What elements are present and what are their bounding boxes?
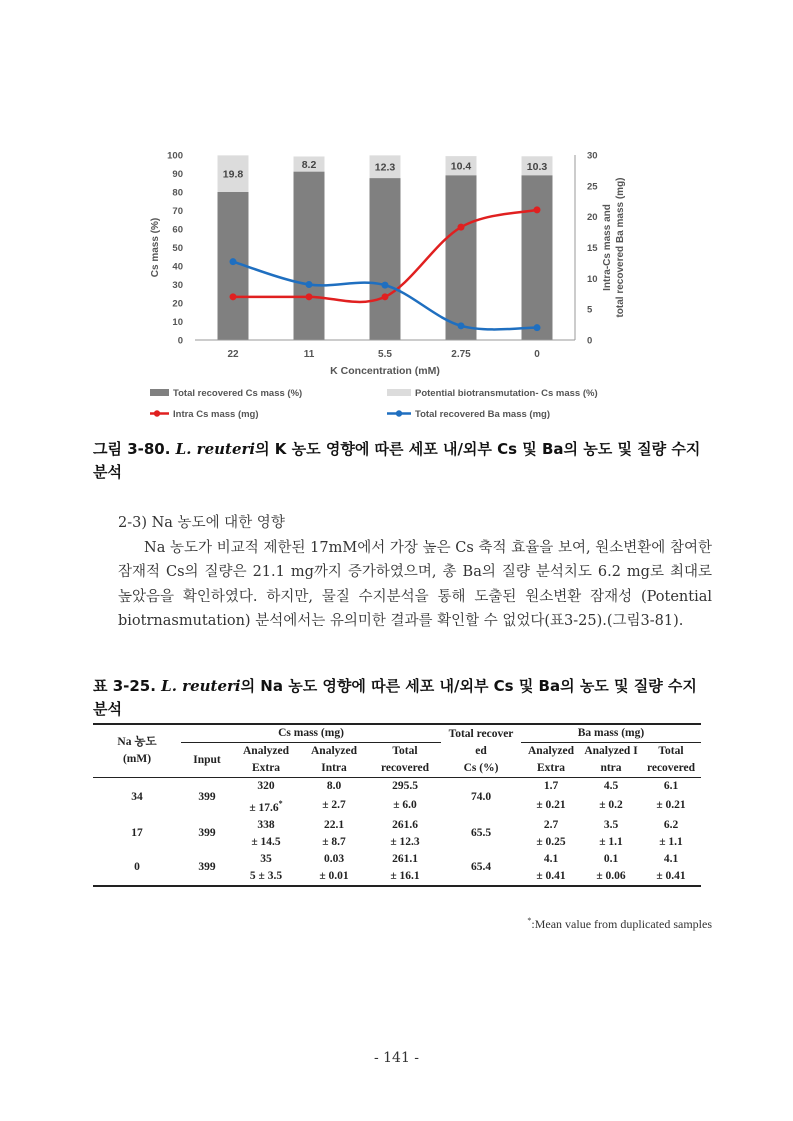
legend-marker bbox=[396, 410, 402, 416]
y-tick-label: 70 bbox=[172, 206, 183, 217]
cell-extra: 35 bbox=[260, 852, 272, 865]
section-body bbox=[118, 511, 712, 634]
legend-label: Total recovered Cs mass (%) bbox=[173, 388, 303, 399]
y-tick-label: 30 bbox=[172, 280, 183, 291]
table-row bbox=[93, 778, 701, 796]
bar bbox=[446, 175, 477, 340]
y2-tick-label: 30 bbox=[587, 150, 598, 162]
table-caption: 표 3-25. L. reuteri의 Na 농도 영향에 따른 세포 내/외부 Cs 및 Ba의 농도 및 질량 수지 분석 bbox=[93, 677, 697, 718]
cell-ba-total: 6.2 bbox=[663, 818, 679, 831]
section-paragraph: Na 농도가 비교적 제한된 17mM에서 가장 높은 Cs 축적 효율을 보여, 원소변환에 참여한 잠재적 Cs의 질량은 21.1 mg까지 증가하였으며, 총 Ba의 질량 분석치도 6.2 mg로 최대로 높았음을 확인하였다. 하지만, 물질 수지분석을 통해 도출된 원소변환 잠재성 (Potential biotrnasmutation) 분석에서는 유의미한 결과를 확인할 수 없었다(표3-25).(그림3-81). bbox=[118, 539, 712, 629]
header-extra: Extra bbox=[233, 760, 299, 778]
header-na-concentration: Na 농도 (mM) bbox=[93, 724, 181, 778]
cell-ba-extra-sd: ± 0.21 bbox=[536, 799, 566, 812]
cell-ba-intra: 3.5 bbox=[603, 818, 619, 831]
cell-ba-intra-sd: ± 0.06 bbox=[581, 868, 641, 886]
line-point bbox=[230, 258, 237, 265]
y-tick-label: 50 bbox=[172, 243, 183, 254]
line-point bbox=[534, 206, 541, 213]
y-axis-title: Cs mass (%) bbox=[150, 217, 161, 278]
cell-intra: 22.1 bbox=[323, 818, 345, 831]
cell-input: 399 bbox=[198, 827, 216, 840]
data-label: 8.2 bbox=[301, 159, 317, 172]
data-label: 10.4 bbox=[450, 160, 472, 173]
cell-ba-extra: 2.7 bbox=[543, 818, 559, 831]
cell-input: 399 bbox=[198, 790, 216, 803]
line-point bbox=[458, 322, 465, 329]
cell-ba-intra: 0.1 bbox=[603, 852, 619, 865]
figure-caption: 그림 3-80. L. reuteri의 K 농도 영향에 따른 세포 내/외부 Cs 및 Ba의 농도 및 질량 수지 분석 bbox=[93, 440, 701, 481]
legend-swatch bbox=[150, 389, 169, 396]
line-point bbox=[230, 293, 237, 300]
line-point bbox=[306, 293, 313, 300]
header-ba-analyzed-intra-1: Analyzed I bbox=[584, 745, 638, 757]
line-point bbox=[458, 224, 465, 231]
header-analyzed-intra-1: Analyzed bbox=[311, 745, 357, 757]
header-analyzed-extra-1: Analyzed bbox=[243, 745, 289, 757]
y-tick-label: 10 bbox=[172, 317, 183, 328]
cell-intra-sd: ± 8.7 bbox=[322, 835, 346, 848]
x-tick-label: 5.5 bbox=[378, 349, 392, 360]
header-recovered: recovered bbox=[369, 760, 441, 778]
legend-label: Potential biotransmutation- Cs mass (%) bbox=[415, 388, 598, 399]
cell-intra-sd: ± 2.7 bbox=[322, 799, 346, 812]
legend-label: Total recovered Ba mass (mg) bbox=[415, 409, 550, 420]
y-tick-label: 90 bbox=[172, 169, 183, 180]
table-footnote: *:Mean value from duplicated samples bbox=[527, 916, 712, 931]
cs-ba-mass-chart bbox=[150, 140, 650, 430]
legend-label: Intra Cs mass (mg) bbox=[173, 409, 259, 420]
bar bbox=[294, 172, 325, 340]
cell-extra: 320 bbox=[257, 780, 275, 792]
y2-tick-label: 5 bbox=[587, 304, 593, 316]
y2-tick-label: 25 bbox=[587, 181, 598, 193]
x-tick-label: 11 bbox=[303, 349, 315, 360]
cell-total-sd: ± 6.0 bbox=[393, 799, 417, 812]
header-ba-mass: Ba mass (mg) bbox=[521, 724, 701, 743]
cell-ba-extra-sd: ± 0.25 bbox=[536, 835, 566, 848]
cell-total: 295.5 bbox=[392, 780, 418, 792]
table-row bbox=[93, 851, 701, 868]
line-point bbox=[382, 282, 389, 289]
cell-total: 261.6 bbox=[392, 818, 418, 831]
header-input: Input bbox=[181, 743, 233, 778]
legend-marker bbox=[154, 410, 160, 416]
cell-intra-sd: ± 0.01 bbox=[299, 868, 369, 886]
na-concentration-table bbox=[93, 723, 701, 887]
header-ba-extra: Extra bbox=[521, 760, 581, 778]
cell-intra: 0.03 bbox=[323, 852, 345, 865]
cell-total-sd: ± 16.1 bbox=[369, 868, 441, 886]
header-ba-analyzed-extra-1: Analyzed bbox=[528, 745, 574, 757]
header-intra: Intra bbox=[299, 760, 369, 778]
y2-tick-label: 20 bbox=[587, 212, 598, 224]
cell-ba-total: 4.1 bbox=[663, 852, 679, 865]
header-ba-ntra: ntra bbox=[581, 760, 641, 778]
y2-tick-label: 10 bbox=[587, 273, 598, 285]
y-tick-label: 60 bbox=[172, 224, 183, 236]
header-total-1: Total bbox=[392, 745, 418, 757]
x-tick-label: 0 bbox=[534, 349, 540, 360]
cell-recovered-pct: 65.4 bbox=[441, 851, 521, 886]
x-axis-title: K Concentration (mM) bbox=[330, 365, 440, 377]
cell-total-sd: ± 12.3 bbox=[390, 835, 420, 848]
y2-axis-title-line2: total recovered Ba mass (mg) bbox=[615, 177, 626, 318]
cell-ba-total: 6.1 bbox=[663, 780, 679, 792]
y-tick-label: 80 bbox=[172, 187, 183, 199]
cell-extra-sd: 5 ± 3.5 bbox=[233, 868, 299, 886]
cell-extra-sd: ± 14.5 bbox=[251, 835, 281, 848]
cell-ba-extra-sd: ± 0.41 bbox=[521, 868, 581, 886]
cell-input: 399 bbox=[181, 851, 233, 886]
header-cs-mass: Cs mass (mg) bbox=[181, 724, 441, 743]
cell-extra-sd: ± 17.6* bbox=[249, 799, 283, 814]
y2-tick-label: 0 bbox=[587, 335, 593, 347]
header-ba-total-1: Total bbox=[658, 745, 684, 757]
y2-axis-title-line1: Intra-Cs mass and bbox=[602, 204, 613, 291]
table-row bbox=[93, 817, 701, 834]
header-total-recovered-cs: Total recover ed Cs (%) bbox=[441, 724, 521, 778]
cell-ba-total-sd: ± 0.41 bbox=[641, 868, 701, 886]
cell-ba-total-sd: ± 0.21 bbox=[656, 799, 686, 812]
cell-ba-extra: 1.7 bbox=[543, 780, 559, 792]
cell-na: 34 bbox=[131, 790, 143, 803]
y-tick-label: 40 bbox=[172, 261, 183, 273]
bar bbox=[370, 178, 401, 340]
x-tick-label: 22 bbox=[227, 349, 239, 360]
bar bbox=[522, 175, 553, 340]
y-tick-label: 0 bbox=[177, 335, 183, 347]
x-tick-label: 2.75 bbox=[451, 349, 471, 360]
cell-na: 0 bbox=[93, 851, 181, 886]
line-point bbox=[306, 281, 313, 288]
data-label: 10.3 bbox=[526, 160, 548, 173]
cell-recovered-pct: 74.0 bbox=[470, 790, 492, 803]
cell-recovered-pct: 65.5 bbox=[470, 827, 492, 840]
legend-swatch bbox=[387, 389, 411, 396]
cell-intra: 8.0 bbox=[326, 780, 342, 792]
y-tick-label: 100 bbox=[167, 150, 183, 162]
header-ba-recovered: recovered bbox=[641, 760, 701, 778]
line-point bbox=[534, 324, 541, 331]
cell-ba-intra-sd: ± 1.1 bbox=[599, 835, 623, 848]
section-heading: 2-3) Na 농도에 대한 영향 bbox=[118, 515, 285, 531]
data-label: 19.8 bbox=[222, 168, 244, 181]
page-number: - 141 - bbox=[373, 1050, 420, 1066]
data-label: 12.3 bbox=[374, 161, 396, 174]
cell-total: 261.1 bbox=[392, 852, 418, 865]
y-tick-label: 20 bbox=[172, 298, 183, 310]
cell-ba-extra: 4.1 bbox=[543, 852, 559, 865]
y2-tick-label: 15 bbox=[587, 243, 598, 254]
cell-na: 17 bbox=[131, 827, 143, 840]
cell-ba-intra: 4.5 bbox=[603, 780, 619, 792]
cell-ba-intra-sd: ± 0.2 bbox=[599, 799, 623, 812]
line-point bbox=[382, 293, 389, 300]
cell-ba-total-sd: ± 1.1 bbox=[659, 835, 683, 848]
cell-extra: 338 bbox=[257, 818, 275, 831]
